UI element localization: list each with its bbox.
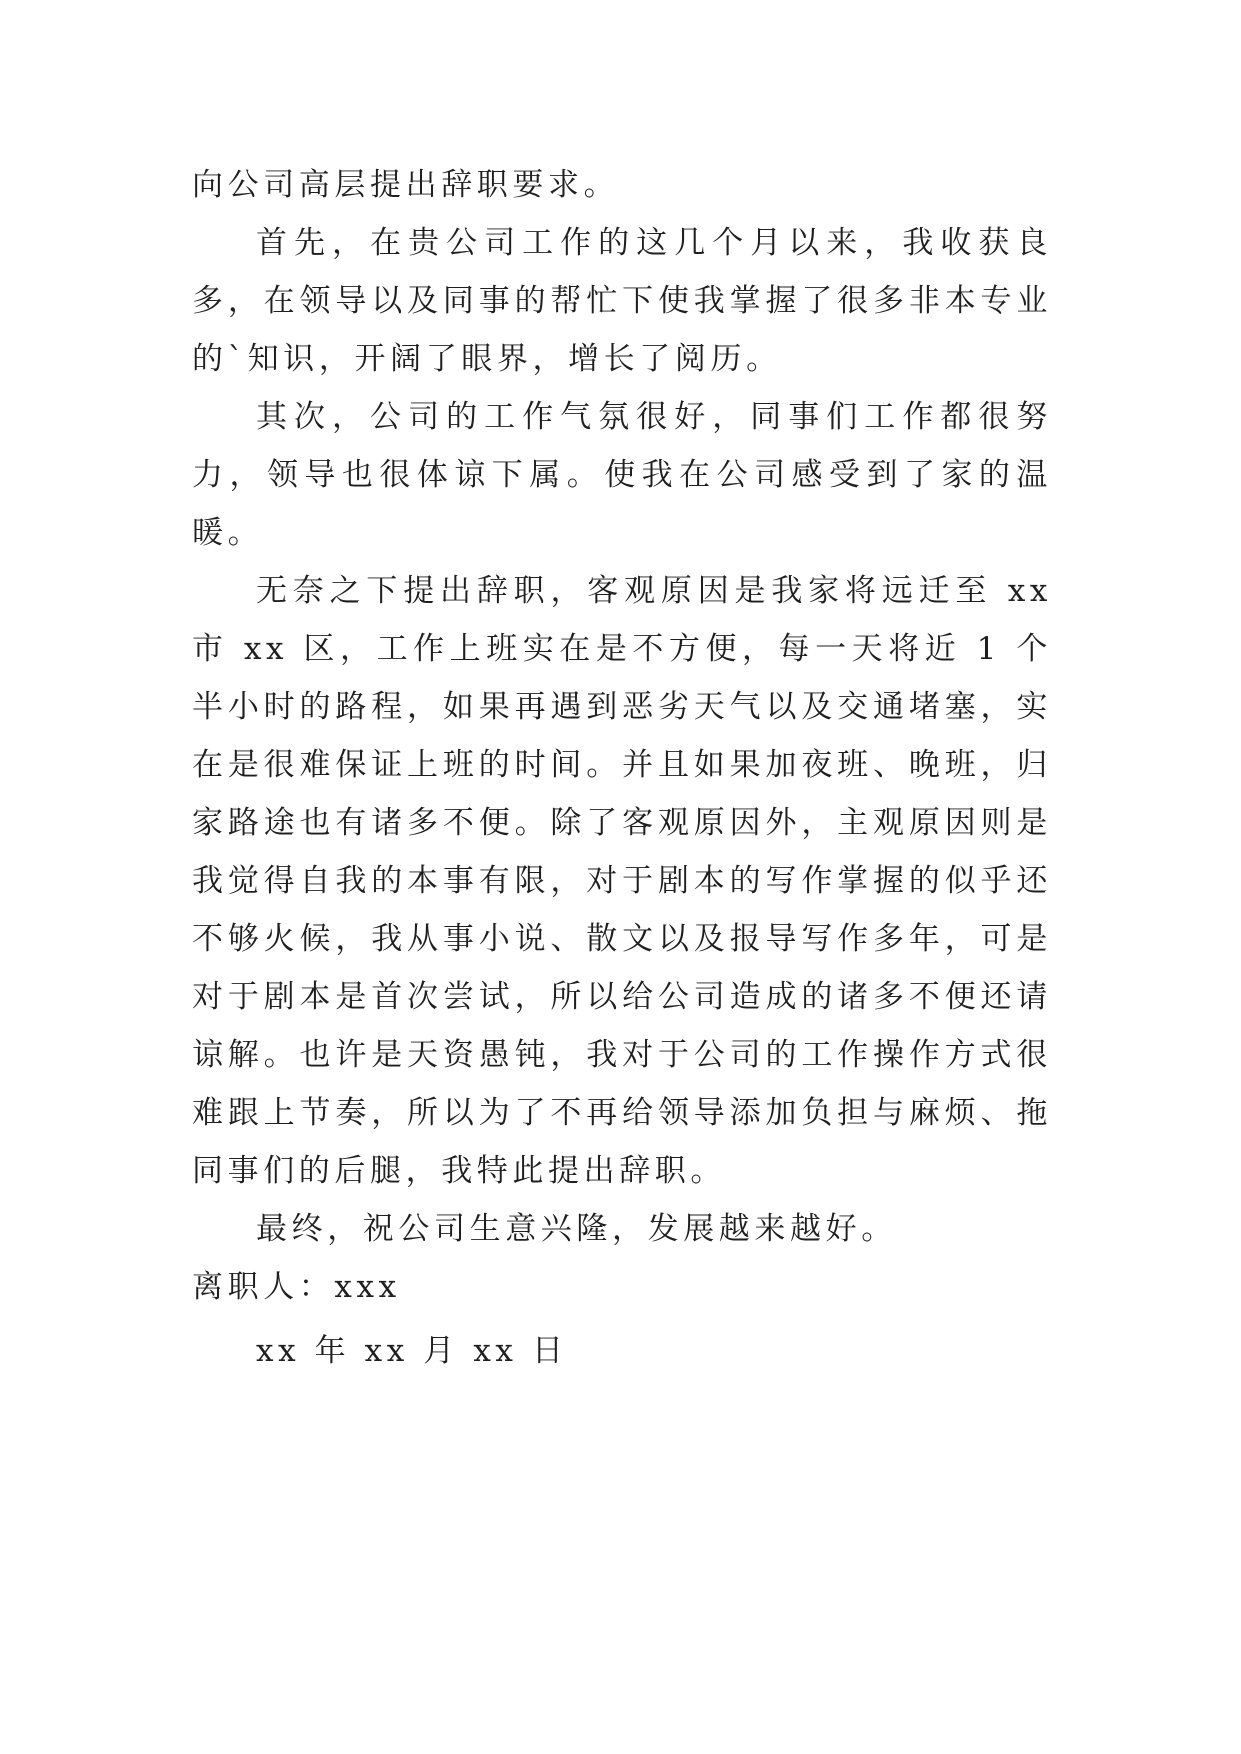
paragraph-gains: 首先，在贵公司工作的这几个月以来，我收获良多，在领导以及同事的帮忙下使我掌握了很多非本专业的`知识，开阔了眼界，增长了阅历。 xyxy=(192,225,1052,377)
paragraph-closing-wish: 最终，祝公司生意兴隆，发展越来越好。 xyxy=(256,1211,897,1247)
signature-date: xx 年 xx 月 xx 日 xyxy=(256,1333,568,1369)
paragraph-atmosphere: 其次，公司的工作气氛很好，同事们工作都很努力，领导也很体谅下属。使我在公司感受到了家的温暖。 xyxy=(192,399,1052,551)
letter-body xyxy=(192,156,1052,1380)
signature-name: 离职人：xxx xyxy=(192,1269,401,1305)
paragraph-continuation: 向公司高层提出辞职要求。 xyxy=(192,167,620,203)
paragraph-reasons: 无奈之下提出辞职，客观原因是我家将远迁至 xx 市 xx 区，工作上班实在是不方便，每一天将近 1 个半小时的路程，如果再遇到恶劣天气以及交通堵塞，实在是很难保证上班的时间。并且如果加夜班、晚班，归家路途也有诸多不便。除了客观原因外，主观原因则是我觉得自我的本事有限，对于剧本的写作掌握的似乎还不够火候，我从事小说、散文以及报导写作多年，可是对于剧本是首次尝试，所以给公司造成的诸多不便还请谅解。也许是天资愚钝，我对于公司的工作操作方式很难跟上节奏，所以为了不再给领导添加负担与麻烦、拖同事们的后腿，我特此提出辞职。 xyxy=(192,573,1052,1189)
